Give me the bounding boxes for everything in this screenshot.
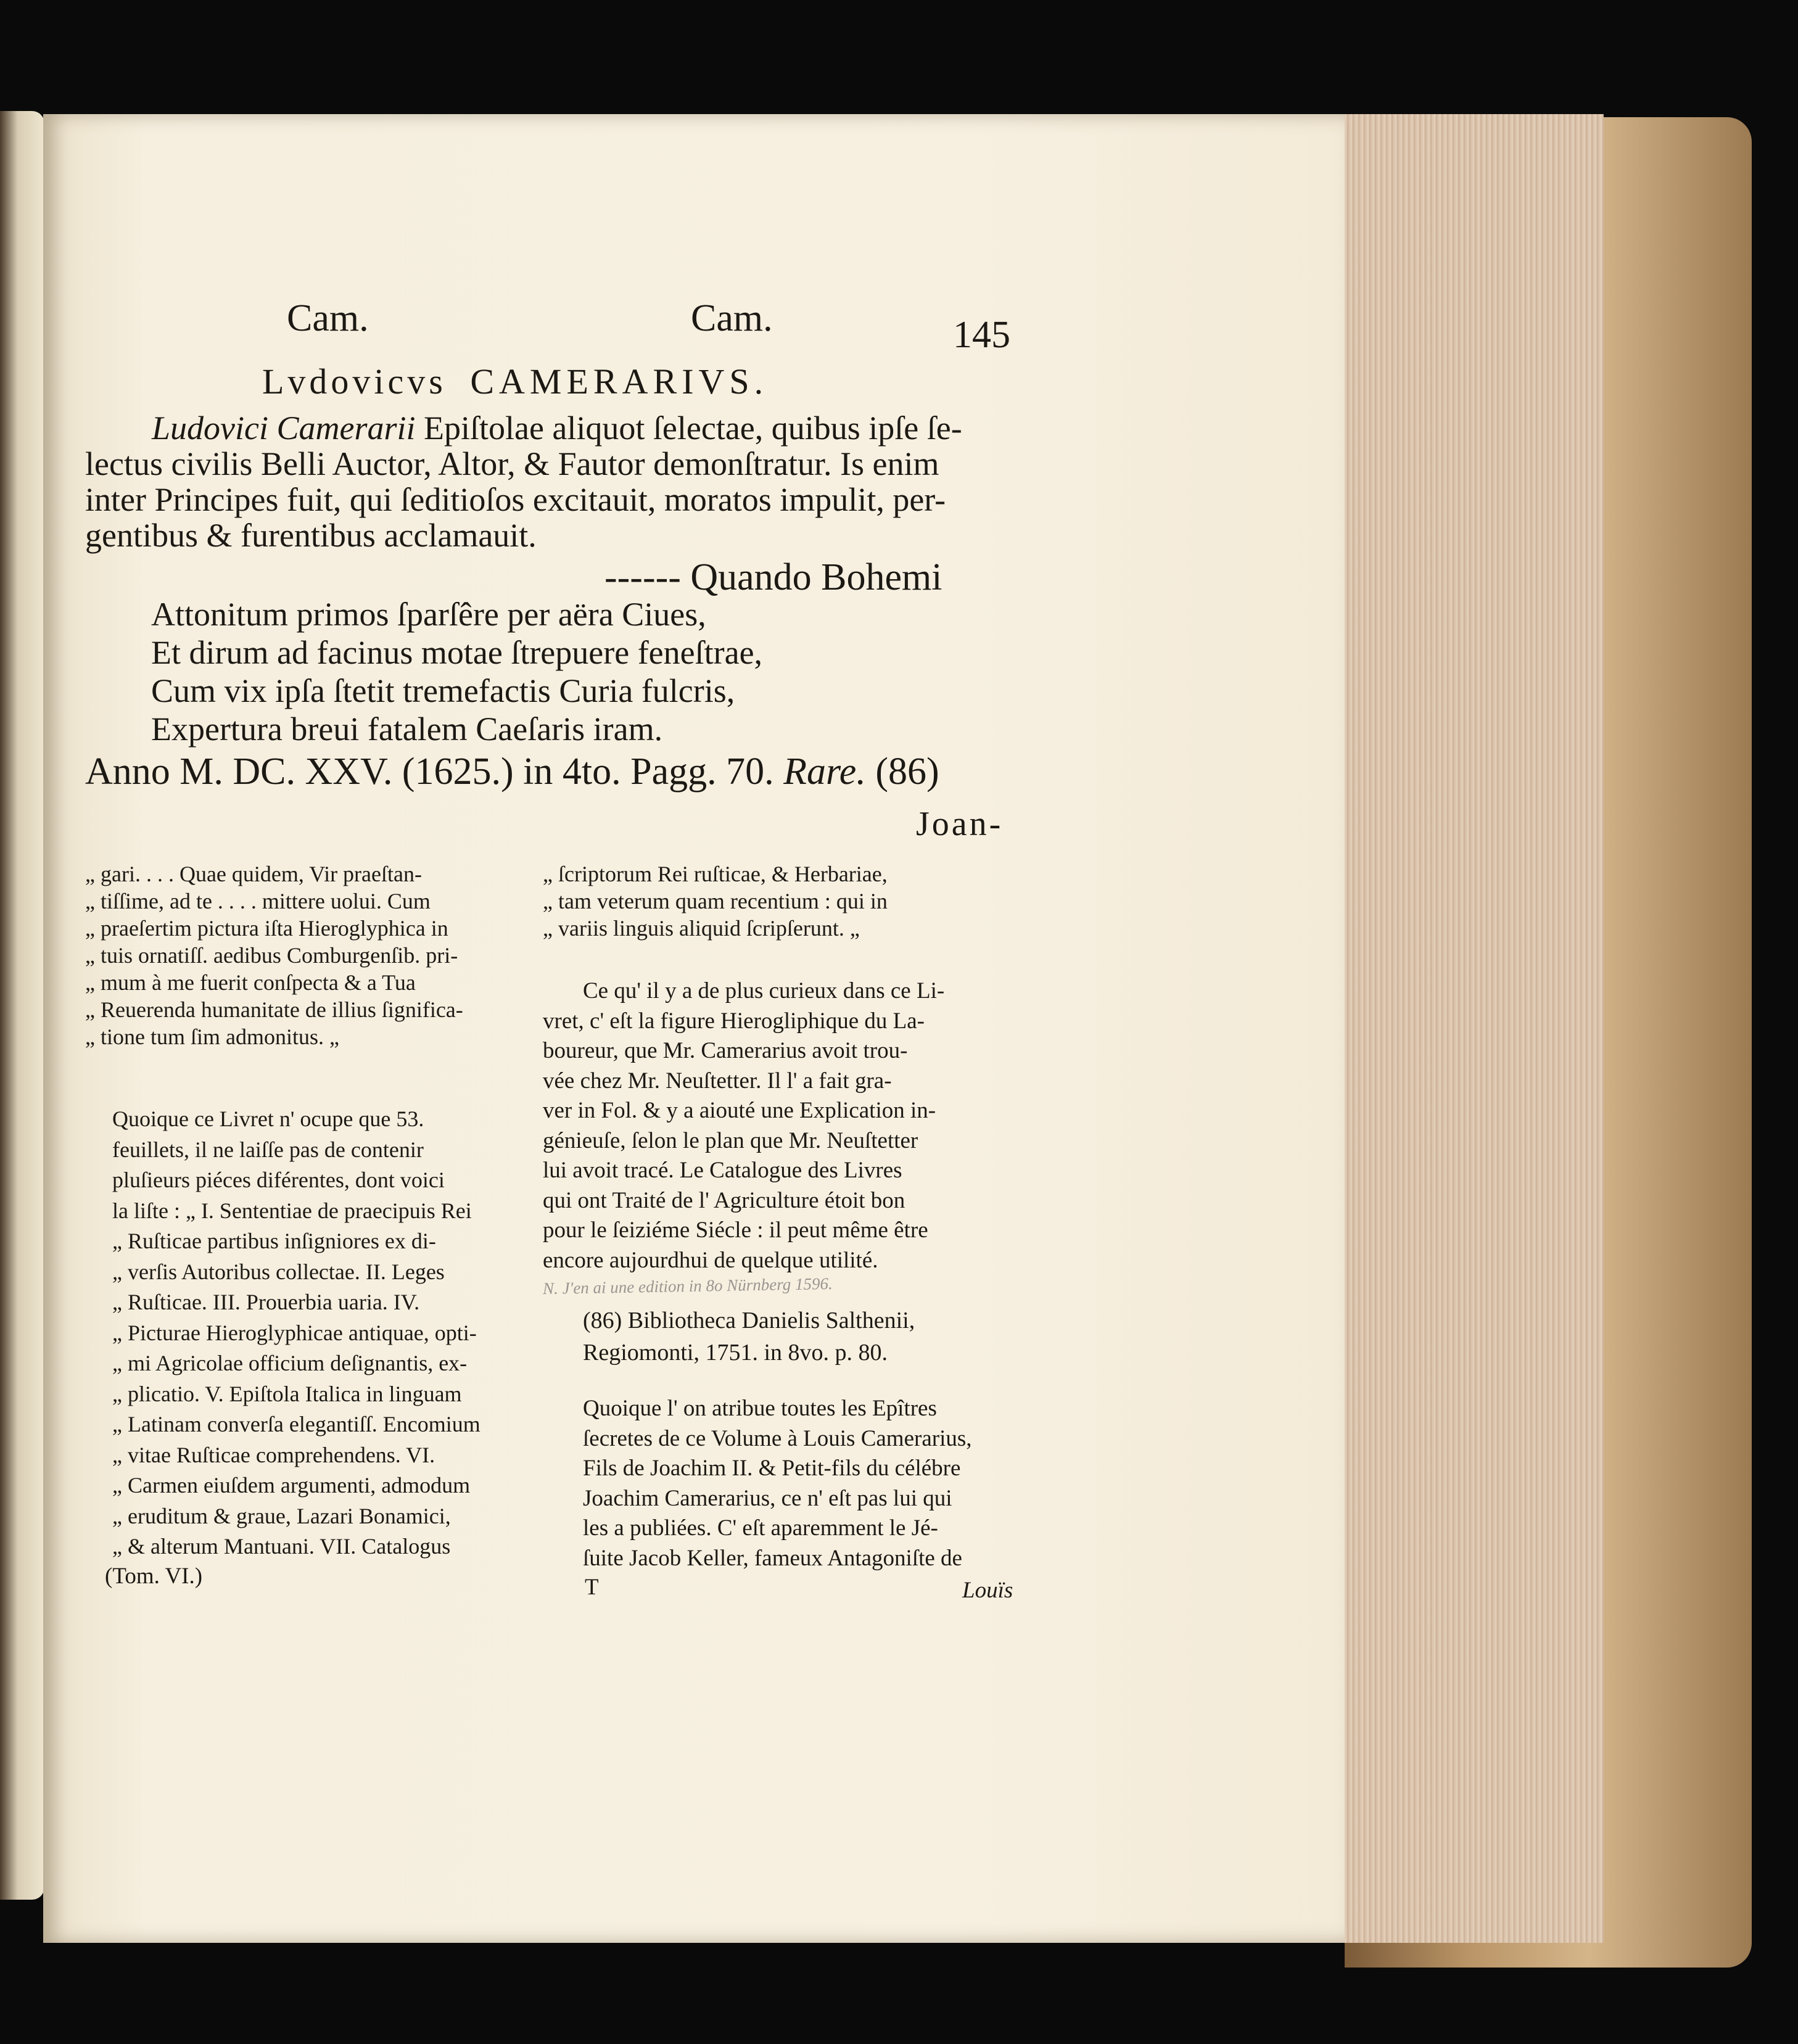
entry-author-first: Lvdovicvs: [262, 361, 447, 402]
left-quote-line: „ gari. . . . Quae quidem, Vir praeſtan-: [85, 862, 422, 886]
left-paragraph-line: la liſte : „ I. Sententiae de praecipuis Rei: [112, 1198, 472, 1223]
signature-mark: T: [585, 1575, 599, 1600]
left-quote-line: „ tuis ornatiſſ. aedibus Comburgenſib. pri-: [85, 943, 458, 968]
right-paragraph-line: pour le ſeiziéme Siécle : il peut même être: [543, 1218, 928, 1243]
entry-paragraph-text: gentibus & furentibus acclamauit.: [85, 517, 537, 554]
imprint-line: [85, 752, 939, 791]
left-quote-line: „ Reuerenda humanitate de illius ſignifica-: [85, 997, 463, 1022]
right-paragraph-line: boureur, que Mr. Camerarius avoit trou-: [543, 1038, 908, 1063]
verse-line: Expertura breui fatalem Caeſaris iram.: [151, 711, 663, 748]
right-quote-block: [543, 860, 1005, 942]
note-reference: (86): [875, 751, 939, 793]
left-quote-line: „ tione tum ſim admonitus. „: [85, 1024, 339, 1049]
footnote: [583, 1304, 1008, 1369]
entry-paragraph-line: [85, 517, 1010, 553]
right-paragraph-2-line: ſuite Jacob Keller, fameux Antagoniſte de: [583, 1545, 962, 1571]
entry-paragraph-text: lectus civilis Belli Auctor, Altor, & Fautor demonſtratur. Is enim: [85, 445, 939, 482]
right-paragraph-line: encore aujourdhui de quelque utilité.: [543, 1247, 878, 1273]
left-paragraph-line: „ Picturae Hieroglyphicae antiquae, opti-: [112, 1320, 477, 1345]
footnote-line: (86) Bibliotheca Danielis Salthenii,: [583, 1308, 915, 1333]
catchword-top: Joan-: [916, 805, 1004, 843]
right-paragraph-2-line: Fils de Joachim II. & Petit-fils du célébre: [583, 1456, 961, 1481]
footnote-line: Regiomonti, 1751. in 8vo. p. 80.: [583, 1340, 888, 1366]
left-paragraph-line: „ vitae Ruſticae comprehendens. VI.: [112, 1442, 435, 1467]
left-paragraph-line: „ Ruſticae. III. Prouerbia uaria. IV.: [112, 1290, 420, 1314]
right-quote-line: „ tam veterum quam recentium : qui in: [543, 889, 888, 913]
right-paragraph-line: vée chez Mr. Neuſtetter. Il l' a fait gra-: [543, 1068, 892, 1094]
entry-paragraph-line: [85, 446, 1010, 482]
left-paragraph-line: „ & alterum Mantuani. VII. Catalogus: [112, 1534, 451, 1559]
left-quote-block: [85, 860, 523, 1050]
right-quote-line: „ ſcriptorum Rei ruſticae, & Herbariae,: [543, 862, 888, 886]
right-paragraph-line: Ce qu' il y a de plus curieux dans ce Li-: [583, 978, 945, 1003]
right-paragraph-2-line: les a publiées. C' eſt aparemment le Jé-: [583, 1515, 938, 1541]
left-paragraph-line: pluſieurs piéces diférentes, dont voici: [112, 1168, 445, 1192]
verse-line: Cum vix ipſa ſtetit tremefactis Curia fulcris,: [151, 672, 735, 709]
entry-paragraph-text: Epiſtolae aliquot ſelectae, quibus ipſe ſe-: [415, 410, 962, 447]
right-paragraph-line: vret, c' eſt la figure Hierogliphique du La-: [543, 1008, 925, 1034]
right-paragraph-2: [583, 1394, 1008, 1573]
left-paragraph-line: „ plicatio. V. Epiſtola Italica in linguam: [112, 1381, 462, 1406]
page-number: 145: [953, 314, 1010, 356]
entry-paragraph-line: [85, 410, 1010, 446]
left-page-edge: [0, 111, 44, 1900]
right-paragraph-line: ver in Fol. & y a aiouté une Explication in-: [543, 1098, 936, 1123]
left-paragraph-line: „ Ruſticae partibus inſigniores ex di-: [112, 1229, 436, 1253]
rarity: Rare.: [783, 751, 866, 793]
left-paragraph-line: „ mi Agricolae officium deſignantis, ex-: [112, 1351, 468, 1375]
right-paragraph-line: lui avoit tracé. Le Catalogue des Livres: [543, 1158, 902, 1183]
volume-footer: (Tom. VI.): [105, 1564, 203, 1589]
running-head-center: Cam.: [691, 297, 773, 339]
left-paragraph-line: Quoique ce Livret n' ocupe que 53.: [112, 1106, 424, 1131]
entry-paragraph: [85, 410, 1010, 553]
right-paragraph-line: qui ont Traité de l' Agriculture étoit bon: [543, 1187, 905, 1213]
right-paragraph-2-line: Joachim Camerarius, ce n' eſt pas lui qui: [583, 1485, 952, 1511]
handwritten-note: N. J'en ai une edition in 8o Nürnberg 1596.: [542, 1274, 833, 1298]
left-paragraph-line: „ Carmen eiuſdem argumenti, admodum: [112, 1473, 471, 1498]
entry-heading: [262, 361, 769, 402]
entry-author-last: CAMERARIVS.: [470, 361, 769, 402]
left-paragraph-line: „ eruditum & graue, Lazari Bonamici,: [112, 1503, 451, 1528]
running-head-left: Cam.: [287, 297, 369, 339]
left-quote-line: „ praeſertim pictura iſta Hieroglyphica in: [85, 916, 448, 941]
entry-author-italic: Ludovici Camerarii: [152, 410, 416, 447]
right-quote-line: „ variis linguis aliquid ſcripſerunt. „: [543, 916, 860, 941]
entry-paragraph-line: [85, 482, 1010, 517]
catchword-bottom: Louïs: [962, 1578, 1013, 1603]
entry-paragraph-text: inter Principes fuit, qui ſeditioſos excitauit, moratos impulit, per-: [85, 481, 946, 518]
left-paragraph-line: „ Latinam converſa elegantiſſ. Encomium: [112, 1412, 480, 1436]
left-quote-line: „ tiſſime, ad te . . . . mittere uolui. Cum: [85, 889, 431, 913]
verse-line: Et dirum ad facinus motae ſtrepuere feneſtrae,: [151, 634, 763, 671]
left-quote-line: „ mum à me fuerit conſpecta & a Tua: [85, 970, 416, 995]
verse-block: [151, 595, 762, 748]
right-paragraph-2-line: ſecretes de ce Volume à Louis Camerarius,: [583, 1425, 972, 1451]
right-paragraph-2-line: Quoique l' on atribue toutes les Epîtres: [583, 1396, 937, 1421]
verse-line: Attonitum primos ſparſêre per aëra Ciues,: [151, 596, 706, 633]
left-paragraph-line: feuillets, il ne laiſſe pas de contenir: [112, 1137, 424, 1162]
left-paragraph-line: „ verſis Autoribus collectae. II. Leges: [112, 1259, 445, 1284]
verse-intro: ------ Quando Bohemi: [604, 556, 942, 598]
left-paragraph: [112, 1104, 523, 1562]
imprint: Anno M. DC. XXV. (1625.) in 4to. Pagg. 70.: [85, 751, 774, 793]
page-fore-edge: [1338, 114, 1604, 1943]
right-paragraph-line: génieuſe, ſelon le plan que Mr. Neuſtetter: [543, 1127, 918, 1153]
right-paragraph: [543, 976, 1007, 1275]
